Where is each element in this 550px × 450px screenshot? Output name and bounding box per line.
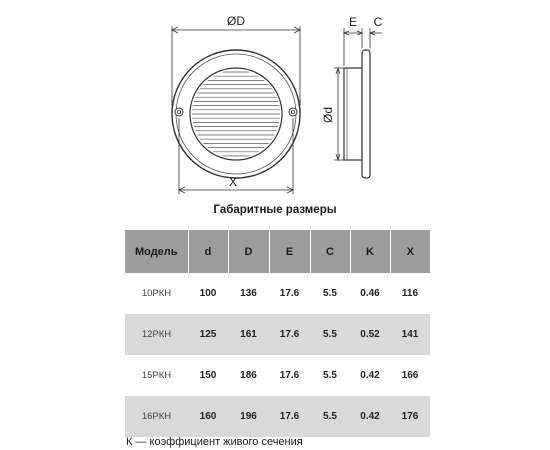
table-header-row (125, 230, 430, 273)
left-screw (175, 108, 183, 116)
table-row (125, 273, 430, 314)
cell-C: 5.5 (310, 314, 350, 355)
table-row (125, 314, 430, 355)
table-row (125, 355, 430, 396)
table-row (125, 396, 430, 437)
cell-d: 150 (188, 355, 228, 396)
cell-C: 5.5 (310, 273, 350, 314)
cell-D: 161 (228, 314, 269, 355)
e-label: E (348, 15, 358, 29)
header-model: Модель (125, 230, 188, 273)
cell-model: 16РКН (125, 396, 188, 437)
c-label: C (373, 15, 383, 29)
dimensions-table (125, 230, 430, 437)
cell-D: 136 (228, 273, 269, 314)
right-screw (289, 108, 297, 116)
cell-K: 0.42 (350, 396, 390, 437)
cell-model: 12РКН (125, 314, 188, 355)
cell-model: 10РКН (125, 273, 188, 314)
cell-C: 5.5 (310, 396, 350, 437)
cell-D: 186 (228, 355, 269, 396)
technical-drawing (0, 0, 550, 205)
footnote: К — коэффициент живого сечения (126, 436, 303, 448)
cell-D: 196 (228, 396, 269, 437)
cell-d: 125 (188, 314, 228, 355)
cell-X: 116 (390, 273, 430, 314)
cell-model: 15РКН (125, 355, 188, 396)
cell-X: 176 (390, 396, 430, 437)
header-K: K (350, 230, 390, 273)
cell-C: 5.5 (310, 355, 350, 396)
cell-d: 160 (188, 396, 228, 437)
cell-X: 166 (390, 355, 430, 396)
cell-E: 17.6 (269, 355, 310, 396)
cell-E: 17.6 (269, 273, 310, 314)
x-label: X (228, 175, 238, 189)
inner-diameter-label: Ød (321, 106, 335, 124)
cell-K: 0.52 (350, 314, 390, 355)
cell-E: 17.6 (269, 396, 310, 437)
cell-d: 100 (188, 273, 228, 314)
cell-K: 0.46 (350, 273, 390, 314)
header-d: d (188, 230, 228, 273)
header-X: X (390, 230, 430, 273)
outer-diameter-label: ØD (227, 14, 245, 28)
cell-X: 141 (390, 314, 430, 355)
louver-lines (190, 72, 282, 156)
inner-diameter-dimension (334, 68, 344, 160)
header-C: C (310, 230, 350, 273)
side-view (344, 50, 370, 178)
table-caption: Габаритные размеры (213, 204, 337, 216)
header-D: D (228, 230, 269, 273)
header-E: E (269, 230, 310, 273)
cell-K: 0.42 (350, 355, 390, 396)
cell-E: 17.6 (269, 314, 310, 355)
